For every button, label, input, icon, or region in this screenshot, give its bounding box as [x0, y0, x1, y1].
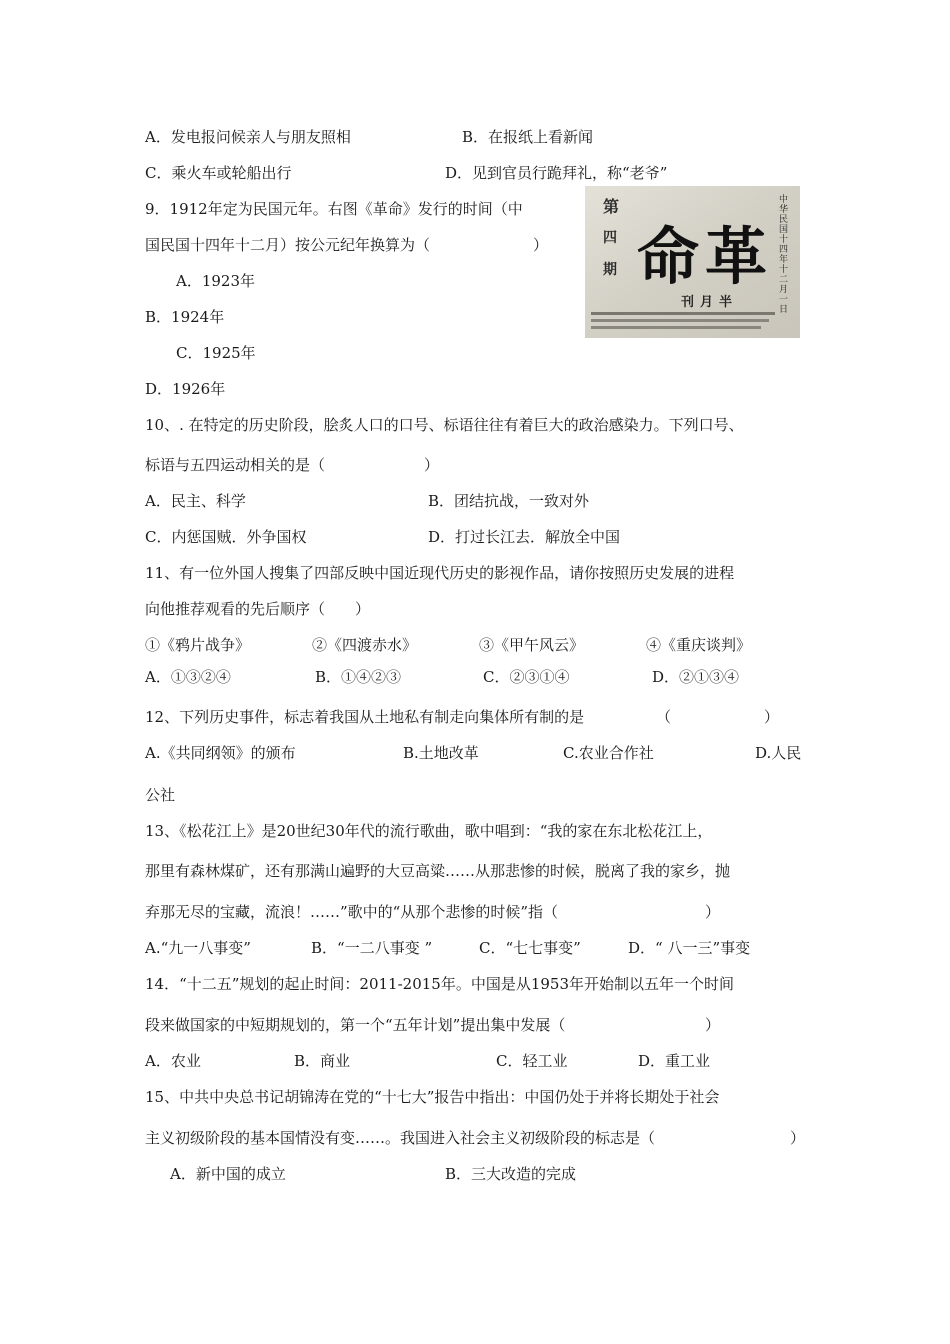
q13-option-a: A.“九一八事变”	[145, 939, 251, 957]
q12-option-b: B.土地改革	[403, 744, 479, 762]
q12-option-a: A.《共同纲领》的颁布	[145, 744, 296, 762]
q11-work-4: ④《重庆谈判》	[646, 636, 752, 654]
svg-text:民: 民	[779, 215, 789, 225]
q10-option-a: A．民主、科学	[145, 492, 246, 510]
svg-text:月: 月	[779, 285, 789, 295]
q15-stem-line1: 15、中共中央总书记胡锦涛在党的“十七大”报告中指出：中国仍处于并将长期处于社会	[145, 1088, 720, 1106]
q9-stem-line1: 9．1912年定为民国元年。右图《革命》发行的时间（中	[145, 200, 523, 218]
q10-stem-paren-close: ）	[424, 456, 440, 474]
svg-text:国: 国	[779, 225, 789, 235]
q13-option-b: B．“一二八事变 ”	[311, 939, 433, 957]
q15-option-b: B．三大改造的完成	[445, 1165, 577, 1183]
svg-text:十: 十	[779, 265, 789, 275]
q10-option-c: C．内惩国贼．外争国权	[145, 528, 307, 546]
q14-option-d: D．重工业	[638, 1052, 711, 1070]
q8-option-b: B．在报纸上看新闻	[462, 128, 594, 146]
q14-option-a: A．农业	[145, 1052, 201, 1070]
q14-stem-line1: 14．“十二五”规划的起止时间：2011-2015年。中国是从1953年开始制以五年一个时间	[145, 975, 735, 993]
q10-option-b: B．团结抗战，一致对外	[428, 492, 590, 510]
q13-stem-line1: 13、《松花江上》是20世纪30年代的流行歌曲，歌中唱到：“我的家在东北松花江上，	[145, 822, 713, 840]
svg-text:日: 日	[779, 305, 789, 315]
q11-stem-line1: 11、有一位外国人搜集了四部反映中国近现代历史的影视作品，请你按照历史发展的进程	[145, 564, 735, 582]
q11-option-c: C．②③①④	[483, 668, 570, 686]
q9-option-c: C．1925年	[176, 344, 256, 362]
q12-paren-open: （	[656, 708, 672, 726]
q14-option-c: C．轻工业	[496, 1052, 568, 1070]
q13-option-d: D．“ 八一三”事变	[628, 939, 751, 957]
q13-stem-line2: 那里有森林煤矿，还有那满山遍野的大豆高粱……从那悲惨的时候，脱离了我的家乡，抛	[145, 862, 731, 880]
q12-option-d-continued: 公社	[145, 786, 176, 804]
svg-text:一: 一	[779, 295, 789, 305]
q12-paren-close: ）	[764, 708, 780, 726]
svg-text:年: 年	[779, 255, 789, 265]
q9-option-b: B．1924年	[145, 308, 225, 326]
magazine-date-vertical	[779, 193, 788, 315]
q8-option-d: D．见到官员行跪拜礼，称“老爷”	[445, 164, 668, 182]
svg-text:十: 十	[779, 235, 789, 245]
q11-work-2: ②《四渡赤水》	[312, 636, 418, 654]
magazine-cover-image	[585, 186, 800, 338]
q13-option-c: C．“七七事变”	[479, 939, 581, 957]
q11-option-a: A．①③②④	[145, 668, 231, 686]
q8-option-c: C．乘火车或轮船出行	[145, 164, 292, 182]
q10-option-d: D．打过长江去．解放全中国	[428, 528, 621, 546]
svg-text:中: 中	[779, 195, 789, 205]
magazine-title-char-2: 革	[705, 220, 768, 293]
svg-text:二: 二	[779, 275, 789, 285]
q14-stem-paren-close: ）	[705, 1016, 721, 1034]
q14-option-b: B．商业	[294, 1052, 351, 1070]
q12-option-c: C.农业合作社	[563, 744, 654, 762]
magazine-type-text: 刊月半	[681, 295, 739, 310]
magazine-issue-char-3: 期	[603, 262, 617, 278]
q15-stem-line2: 主义初级阶段的基本国情没有变……。我国进入社会主义初级阶段的标志是（	[145, 1129, 656, 1147]
q11-work-1: ①《鸦片战争》	[145, 636, 251, 654]
q10-stem-line1: 10、. 在特定的历史阶段，脍炙人口的口号、标语往往有着巨大的政治感染力。下列口号、	[145, 416, 744, 434]
q8-option-a: A．发电报问候亲人与朋友照相	[145, 128, 351, 146]
q15-option-a: A．新中国的成立	[170, 1165, 286, 1183]
q13-stem-line3: 弃那无尽的宝藏，流浪！……”歌中的“从那个悲惨的时候”指（	[145, 903, 559, 921]
q9-option-a: A．1923年	[176, 272, 256, 290]
q9-option-d: D．1926年	[145, 380, 226, 398]
q11-work-3: ③《甲午风云》	[479, 636, 585, 654]
q9-stem-line2: 国民国十四年十二月）按公元纪年换算为（	[145, 236, 431, 254]
svg-text:四: 四	[779, 245, 789, 255]
q13-stem-paren-close: ）	[705, 903, 721, 921]
q15-stem-paren-close: ）	[790, 1129, 806, 1147]
q11-option-b: B．①④②③	[315, 668, 402, 686]
svg-text:华: 华	[779, 205, 789, 215]
q12-option-d: D.人民	[755, 744, 802, 762]
magazine-issue-char-1: 第	[603, 197, 620, 216]
q11-stem-line2: 向他推荐观看的先后顺序（ ）	[145, 600, 371, 618]
q12-stem: 12、下列历史事件，标志着我国从土地私有制走向集体所有制的是	[145, 708, 585, 726]
q11-option-d: D．②①③④	[652, 668, 740, 686]
q14-stem-line2: 段来做国家的中短期规划的，第一个“五年计划”提出集中发展（	[145, 1016, 566, 1034]
magazine-issue-char-2: 四	[603, 230, 617, 246]
magazine-title-char-1: 命	[637, 220, 700, 293]
q10-stem-line2: 标语与五四运动相关的是（	[145, 456, 326, 474]
q9-stem-paren-close: ）	[533, 236, 549, 254]
